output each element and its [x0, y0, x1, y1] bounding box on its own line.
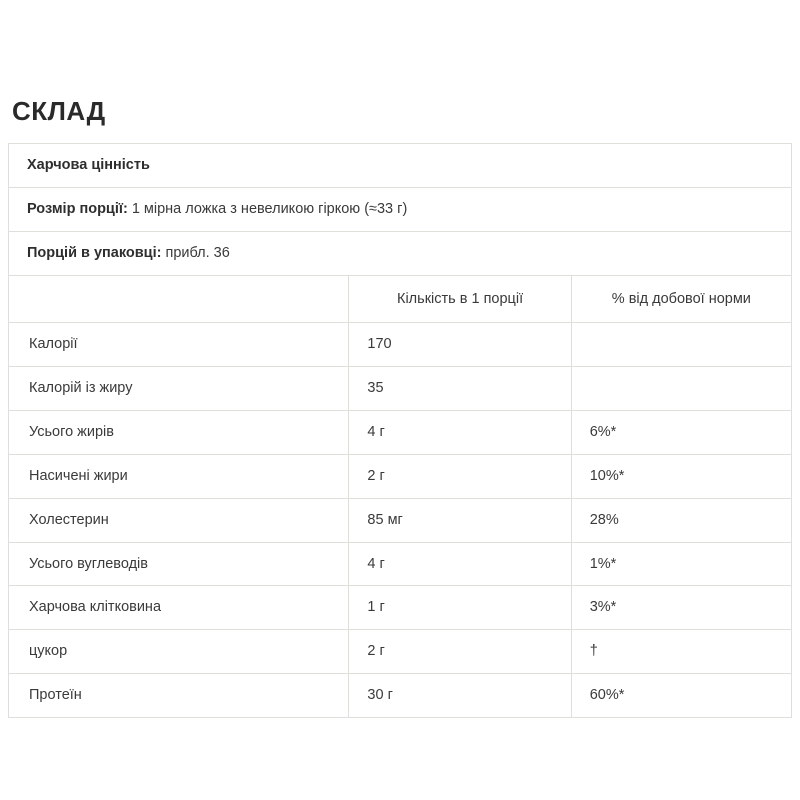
nutrient-amount-cell: 2 г	[349, 454, 571, 498]
nutrient-dv-cell	[571, 323, 791, 367]
serving-size-row	[9, 187, 792, 231]
serving-size-value: 1 мірна ложка з невеликою гіркою (≈33 г)	[131, 200, 408, 217]
page-title: СКЛАД	[12, 96, 106, 126]
servings-per-container-label: Порцій в упаковці:	[27, 244, 162, 261]
nutrient-amount-cell: 35	[349, 367, 571, 411]
nutrient-name-cell: Холестерин	[9, 498, 349, 542]
table-row	[9, 630, 792, 674]
column-header-row	[9, 275, 792, 323]
nutrient-dv-cell: 6%*	[571, 411, 791, 455]
servings-per-container-cell	[9, 231, 792, 275]
panel-heading-row	[9, 144, 792, 188]
table-row	[9, 323, 792, 367]
nutrient-name-cell: цукор	[9, 630, 349, 674]
table-row	[9, 411, 792, 455]
nutrient-amount-cell: 4 г	[349, 542, 571, 586]
nutrient-name-cell: Насичені жири	[9, 454, 349, 498]
nutrient-name-cell: Усього вуглеводів	[9, 542, 349, 586]
nutrient-amount-cell: 170	[349, 323, 571, 367]
nutrient-amount-cell: 4 г	[349, 411, 571, 455]
table-row	[9, 542, 792, 586]
nutrient-dv-cell: 60%*	[571, 674, 791, 718]
panel-heading: Харчова цінність	[27, 157, 150, 173]
nutrient-dv-cell: 28%	[571, 498, 791, 542]
panel-heading-cell	[9, 144, 792, 188]
table-row	[9, 586, 792, 630]
nutrient-name-cell: Харчова клітковина	[9, 586, 349, 630]
column-header-amount: Кількість в 1 порції	[349, 275, 571, 323]
table-row	[9, 498, 792, 542]
nutrient-name-cell: Калорії	[9, 323, 349, 367]
nutrient-dv-cell: 3%*	[571, 586, 791, 630]
nutrient-dv-cell: †	[571, 630, 791, 674]
table-row	[9, 367, 792, 411]
serving-size-label: Розмір порції:	[27, 200, 128, 217]
nutrient-name-cell: Протеїн	[9, 674, 349, 718]
nutrient-amount-cell: 85 мг	[349, 498, 571, 542]
table-row	[9, 454, 792, 498]
nutrient-dv-cell	[571, 367, 791, 411]
nutrient-name-cell: Калорій із жиру	[9, 367, 349, 411]
nutrient-amount-cell: 1 г	[349, 586, 571, 630]
servings-per-container-row	[9, 231, 792, 275]
nutrient-amount-cell: 30 г	[349, 674, 571, 718]
column-header-daily-value: % від добової норми	[571, 275, 791, 323]
column-header-name	[9, 275, 349, 323]
servings-per-container-value: прибл. 36	[165, 244, 230, 261]
nutrition-facts-table	[8, 143, 792, 718]
nutrient-name-cell: Усього жирів	[9, 411, 349, 455]
nutrient-dv-cell: 10%*	[571, 454, 791, 498]
nutrient-dv-cell: 1%*	[571, 542, 791, 586]
serving-size-cell	[9, 187, 792, 231]
nutrient-amount-cell: 2 г	[349, 630, 571, 674]
table-row	[9, 674, 792, 718]
